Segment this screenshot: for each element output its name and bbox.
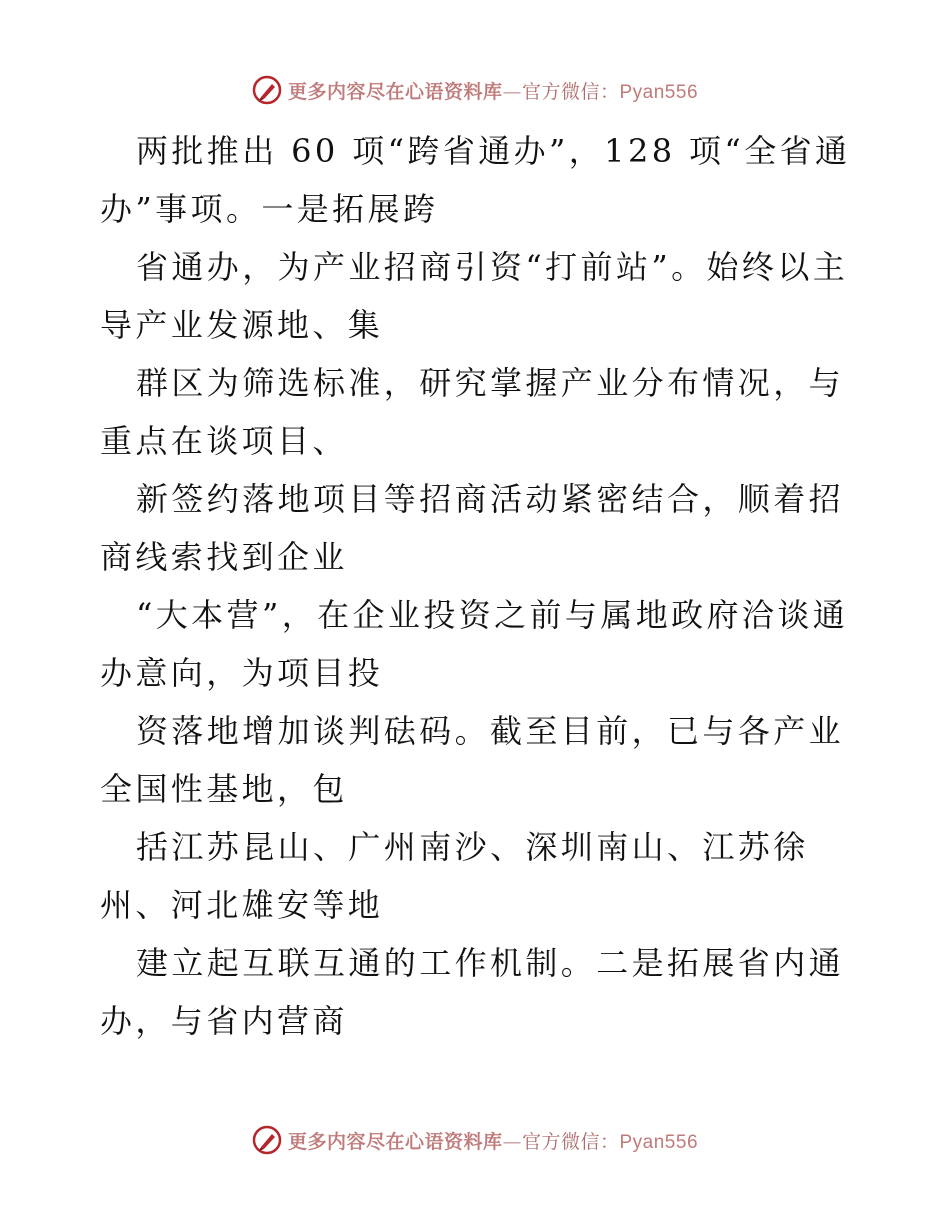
- body-paragraph: 两批推出 60 项“跨省通办”，128 项“全省通办”事项。一是拓展跨: [100, 132, 851, 228]
- body-paragraph: 省通办，为产业招商引资“打前站”。始终以主导产业发源地、集: [100, 248, 849, 344]
- pen-logo-icon: [252, 75, 282, 105]
- body-paragraph: 建立起互联互通的工作机制。二是拓展省内通办，与省内营商: [100, 944, 845, 1040]
- header-banner-label: 官方微信：: [521, 80, 620, 103]
- header-banner: [0, 70, 950, 110]
- footer-banner-main: 更多内容尽在心语资料库: [287, 1130, 503, 1153]
- document-body: [100, 122, 852, 1050]
- header-banner-wechat-id: Pyan556: [619, 81, 699, 103]
- body-paragraph: “大本营”，在企业投资之前与属地政府洽谈通办意向，为项目投: [100, 596, 849, 692]
- body-paragraph: 新签约落地项目等招商活动紧密结合，顺着招商线索找到企业: [100, 480, 845, 576]
- footer-banner-label: 官方微信：: [521, 1130, 620, 1153]
- footer-banner-wechat-id: Pyan556: [619, 1131, 699, 1153]
- footer-banner: [0, 1120, 950, 1160]
- header-banner-dash: —: [502, 80, 522, 103]
- footer-banner-dash: —: [502, 1130, 522, 1153]
- footer-banner-text: [288, 1127, 698, 1154]
- header-banner-text: [288, 77, 698, 104]
- body-paragraph: 资落地增加谈判砝码。截至目前，已与各产业全国性基地，包: [100, 712, 845, 808]
- body-paragraph: 群区为筛选标准，研究掌握产业分布情况，与重点在谈项目、: [100, 364, 845, 460]
- body-paragraph: 括江苏昆山、广州南沙、深圳南山、江苏徐州、河北雄安等地: [100, 828, 809, 924]
- pen-logo-icon: [252, 1125, 282, 1155]
- header-banner-main: 更多内容尽在心语资料库: [287, 80, 503, 103]
